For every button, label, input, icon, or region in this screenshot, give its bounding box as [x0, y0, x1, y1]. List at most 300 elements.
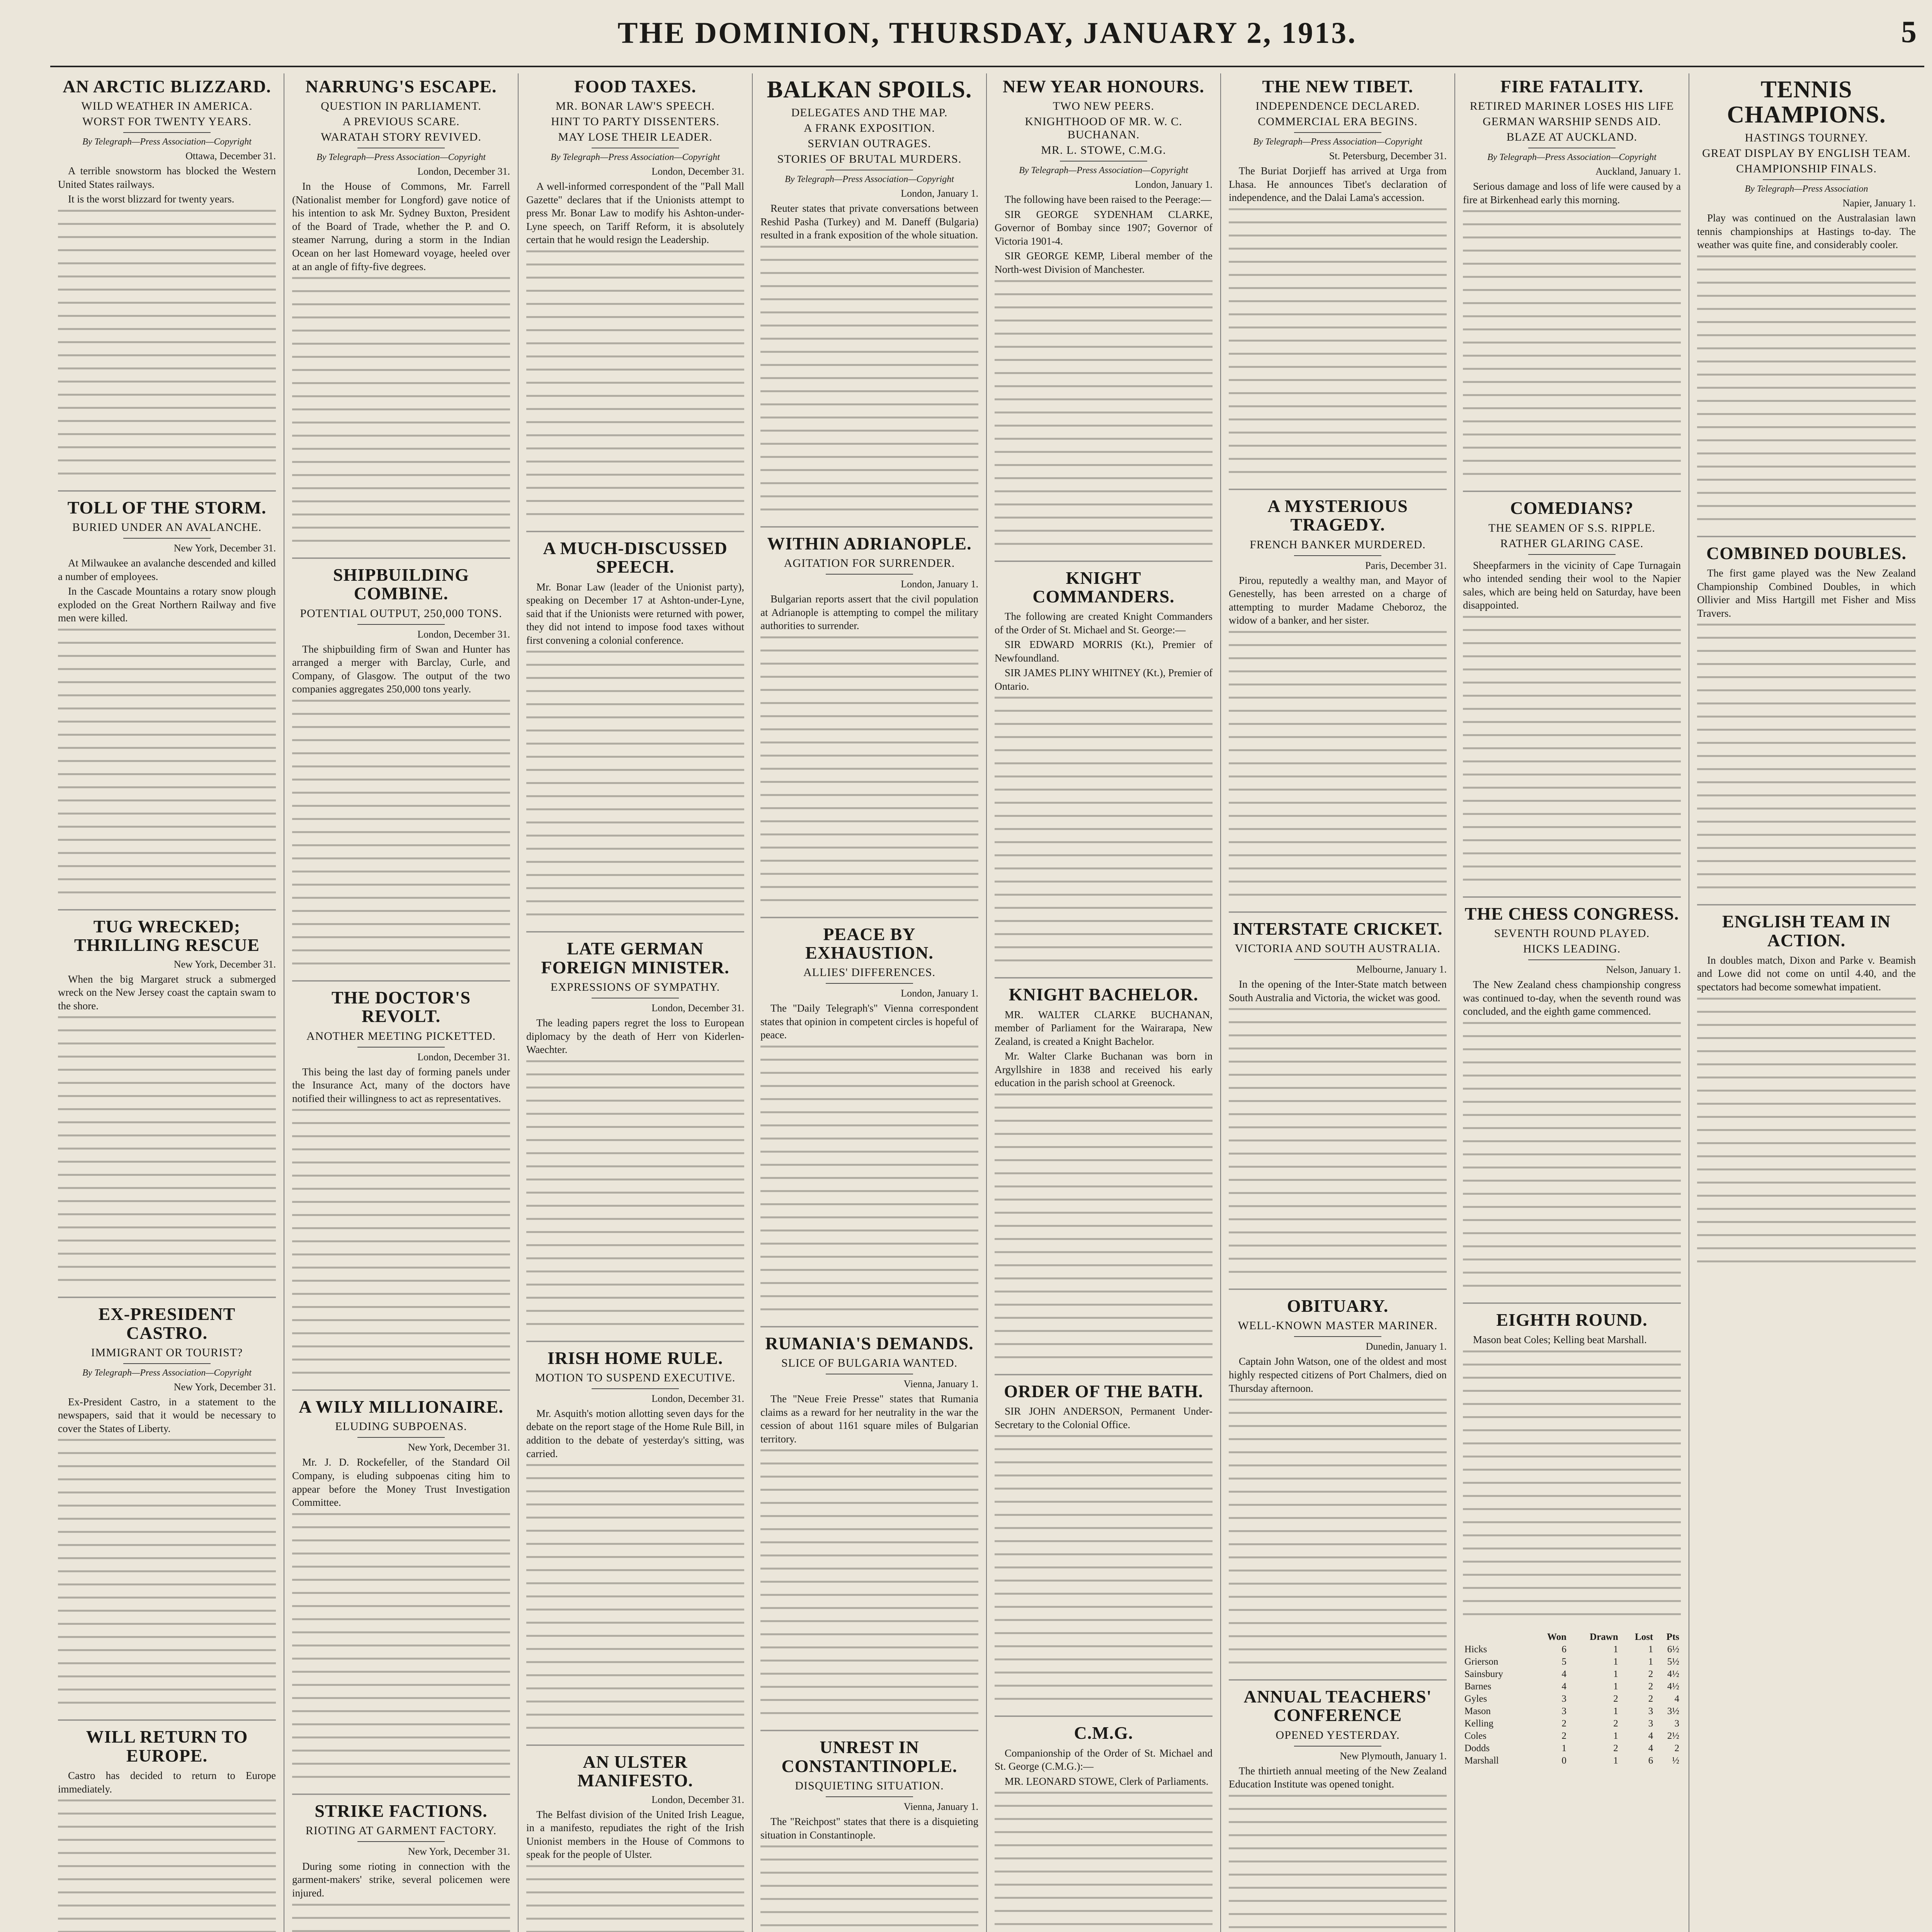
- story-paragraph: In the opening of the Inter-State match between South Australia and Victoria, the wicket was good.: [1229, 978, 1447, 1003]
- story-paragraph: The "Neue Freie Presse" states that Rumania claims as a reward for her neutrality in the war the cession of about 1161 square miles of Bulgarian territory.: [760, 1393, 978, 1445]
- story-headline: THE DOCTOR'S REVOLT.: [331, 987, 471, 1026]
- story-dateline: Napier, January 1.: [1842, 197, 1916, 209]
- story: [1697, 77, 1916, 526]
- story-subheading: BURIED UNDER AN AVALANCHE.: [72, 521, 262, 534]
- story-text-continuation: [58, 210, 276, 480]
- story: [1697, 904, 1916, 1268]
- story-paragraph: Ex-President Castro, in a statement to the newspapers, said that it would be necessary to cover the States of Liberty.: [58, 1396, 276, 1434]
- table-cell: 2: [1613, 1718, 1618, 1729]
- story-dateline: London, December 31.: [651, 166, 744, 177]
- story-dateline: Vienna, January 1.: [903, 1378, 978, 1390]
- story: [995, 1716, 1213, 1932]
- story-headline: AN ULSTER MANIFESTO.: [577, 1752, 693, 1791]
- story-text-continuation: [1697, 255, 1916, 526]
- rule-divider: [357, 624, 445, 625]
- table-header-cell: Pts: [1666, 1631, 1679, 1642]
- table-cell: 2: [1613, 1743, 1618, 1753]
- story-paragraph: The "Daily Telegraph's" Vienna correspondent states that opinion in competent circles is hopeful of peace.: [760, 1002, 978, 1041]
- story: [292, 558, 510, 970]
- story-headline: ANNUAL TEACHERS' CONFERENCE: [1243, 1687, 1432, 1725]
- table-cell: 6: [1648, 1755, 1653, 1766]
- story-text-continuation: [760, 1449, 978, 1720]
- story-paragraph: SIR JOHN ANDERSON, Permanent Under-Secretary to the Colonial Office.: [995, 1405, 1213, 1430]
- story: [58, 1719, 276, 1932]
- story-credit: By Telegraph—Press Association—Copyright: [82, 137, 252, 147]
- rule-divider: [1528, 959, 1616, 960]
- story-text-continuation: [995, 280, 1213, 551]
- story-paragraph: The following are created Knight Commanders of the Order of St. Michael and St. George:—: [995, 611, 1213, 636]
- story-headline: FIRE FATALITY.: [1500, 77, 1644, 96]
- story: [995, 77, 1213, 551]
- story-paragraph: SIR EDWARD MORRIS (Kt.), Premier of Newfoundland.: [995, 639, 1213, 664]
- column-5: [987, 73, 1221, 1932]
- story: [292, 1794, 510, 1932]
- story-paragraph: The first game played was the New Zealand Championship Combined Doubles, in which Ollivier and Miss Hartgill met Fisher and Miss Travers.: [1697, 567, 1916, 619]
- story-text-continuation: [58, 1799, 276, 1932]
- story-headline: ENGLISH TEAM IN ACTION.: [1722, 912, 1891, 950]
- story-subheading: HINT TO PARTY DISSENTERS.: [551, 115, 720, 128]
- story-credit: By Telegraph—Press Association—Copyright: [316, 152, 486, 163]
- story-paragraph: Bulgarian reports assert that the civil population at Adrianople is attempting to compel the military authorities to surrender.: [760, 593, 978, 632]
- story-subheading: SERVIAN OUTRAGES.: [808, 137, 931, 150]
- story-paragraph: The thirtieth annual meeting of the New Zealand Education Institute was opened tonight.: [1229, 1765, 1447, 1790]
- story-subheading: SLICE OF BULGARIA WANTED.: [781, 1357, 958, 1370]
- table-cell: 1: [1613, 1681, 1618, 1692]
- table-cell: 2: [1648, 1693, 1653, 1704]
- story-paragraph: In the House of Commons, Mr. Farrell (Nationalist member for Longford) gave notice of his intention to ask Mr. Sydney Buxton, President of the Board of Trade, whether the P. and O. steamer Narrung, during a storm in the Indian Ocean on her last Homeward voyage, heeled over at an angle of fifty-five degrees.: [292, 180, 510, 272]
- story-paragraph: The shipbuilding firm of Swan and Hunter has arranged a merger with Barclay, Curle, and Company, of Glasgow. The output of the two companies aggregates 250,000 tons yearly.: [292, 643, 510, 695]
- story-paragraph: The Buriat Dorjieff has arrived at Urga from Lhasa. He announces Tibet's declaration of independence, and the Dalai Lama's accession.: [1229, 165, 1447, 204]
- story: [1229, 489, 1447, 901]
- story: [1463, 491, 1681, 886]
- story-paragraph: It is the worst blizzard for twenty years.: [68, 193, 235, 205]
- table-cell: 4½: [1667, 1681, 1679, 1692]
- story: [1463, 896, 1681, 1293]
- story-text-continuation: [292, 700, 510, 970]
- story-text-continuation: [526, 250, 744, 521]
- story-text-continuation: [1697, 998, 1916, 1268]
- story-paragraph: Mr. Bonar Law (leader of the Unionist party), speaking on December 17 at Ashton-under-Lyne, said that if the Unionists were returned with power, they did not intend to impose food taxes without first convening a colonial conference.: [526, 581, 744, 646]
- story-text-continuation: [526, 1464, 744, 1735]
- story-subheading: DELEGATES AND THE MAP.: [791, 106, 948, 119]
- table-row: [1463, 1693, 1681, 1705]
- table-cell: 3: [1561, 1693, 1567, 1704]
- story: [760, 526, 978, 907]
- table-cell: Grierson: [1464, 1656, 1498, 1667]
- story-headline: WILL RETURN TO EUROPE.: [86, 1727, 248, 1765]
- story-subheading: A FRANK EXPOSITION.: [804, 122, 935, 135]
- table-row: [1463, 1705, 1681, 1718]
- story-paragraph: Castro has decided to return to Europe immediately.: [58, 1770, 276, 1795]
- story-text-continuation: [1229, 1795, 1447, 1932]
- story-paragraph: Companionship of the Order of St. Michael and St. George (C.M.G.):—: [995, 1747, 1213, 1772]
- table-cell: Marshall: [1464, 1755, 1499, 1766]
- column-3: [519, 73, 753, 1932]
- story-paragraph: Reuter states that private conversations between Reshid Pasha (Turkey) and M. Daneff (Bulgaria) resulted in a frank exposition of the whole situation.: [760, 202, 978, 241]
- story: [526, 531, 744, 921]
- story-text-continuation: [995, 1435, 1213, 1706]
- story-dateline: Melbourne, January 1.: [1356, 964, 1447, 975]
- story-text-continuation: [760, 1845, 978, 1932]
- story-headline: TUG WRECKED; THRILLING RESCUE: [74, 916, 260, 955]
- story-paragraph: Serious damage and loss of life were caused by a fire at Birkenhead early this morning.: [1463, 180, 1681, 206]
- story-subheading: ANOTHER MEETING PICKETTED.: [306, 1029, 496, 1043]
- table-cell: 1: [1561, 1743, 1567, 1753]
- story-paragraph: At Milwaukee an avalanche descended and killed a number of employees.: [58, 557, 276, 582]
- story-text-continuation: [1463, 210, 1681, 481]
- story-credit: By Telegraph—Press Association: [1745, 184, 1868, 194]
- table-cell: 1: [1613, 1644, 1618, 1655]
- story-headline: FOOD TAXES.: [574, 77, 697, 96]
- table-header-cell: [1463, 1631, 1531, 1643]
- column-8: [1689, 73, 1923, 1932]
- story-headline: PEACE BY EXHAUSTION.: [805, 924, 934, 963]
- story-subheading: IMMIGRANT OR TOURIST?: [91, 1346, 243, 1359]
- table-cell: Coles: [1464, 1730, 1486, 1741]
- story: [58, 77, 276, 480]
- story-subheading: RIOTING AT GARMENT FACTORY.: [305, 1824, 497, 1837]
- story-subheading: TWO NEW PEERS.: [1053, 100, 1155, 113]
- story-subheading: ELUDING SUBPOENAS.: [335, 1420, 467, 1433]
- story-headline: EX-PRESIDENT CASTRO.: [98, 1304, 236, 1343]
- story-dateline: London, December 31.: [651, 1794, 744, 1805]
- story-headline: INTERSTATE CRICKET.: [1233, 918, 1443, 939]
- story-dateline: Auckland, January 1.: [1595, 166, 1681, 177]
- story-headline: THE CHESS CONGRESS.: [1464, 903, 1679, 923]
- story-dateline: New York, December 31.: [173, 1381, 276, 1393]
- table-cell: 4: [1648, 1743, 1653, 1753]
- story: [58, 490, 276, 899]
- story: [760, 1730, 978, 1932]
- table-cell: ½: [1672, 1755, 1679, 1766]
- rule-divider: [1763, 179, 1850, 180]
- table-cell: 2: [1613, 1693, 1618, 1704]
- table-cell: 2: [1648, 1668, 1653, 1679]
- story: [760, 917, 978, 1316]
- story-subheading: RATHER GLARING CASE.: [1500, 537, 1644, 550]
- table-cell: Dodds: [1464, 1743, 1490, 1753]
- story-dateline: New Plymouth, January 1.: [1340, 1750, 1447, 1762]
- table-cell: 1: [1648, 1644, 1653, 1655]
- rule-divider: [826, 983, 913, 984]
- rule-divider: [123, 1363, 211, 1364]
- story-headline: AN ARCTIC BLIZZARD.: [63, 77, 271, 96]
- story-text-continuation: [1463, 1350, 1681, 1621]
- column-6: [1221, 73, 1455, 1932]
- table-cell: Barnes: [1464, 1681, 1492, 1692]
- story-paragraph: This being the last day of forming panels under the Insurance Act, many of the doctors have notified their willingness to act as representatives.: [292, 1066, 510, 1104]
- story-subheading: GERMAN WARSHIP SENDS AID.: [1483, 115, 1661, 128]
- story-subheading: WORST FOR TWENTY YEARS.: [82, 115, 252, 128]
- story-subheading: MR. BONAR LAW'S SPEECH.: [556, 100, 715, 113]
- story-text-continuation: [760, 1046, 978, 1316]
- story-text-continuation: [292, 1109, 510, 1379]
- story: [995, 561, 1213, 968]
- story-paragraph: Captain John Watson, one of the oldest and most highly respected citizens of Port Chalmers, died on Thursday afternoon.: [1229, 1355, 1447, 1394]
- table-row: [1463, 1730, 1681, 1742]
- story-headline: ORDER OF THE BATH.: [1004, 1381, 1203, 1401]
- story-text-continuation: [58, 1439, 276, 1709]
- story: [1229, 77, 1447, 479]
- story-dateline: London, December 31.: [417, 1051, 510, 1063]
- story-paragraph: In the Cascade Mountains a rotary snow plough exploded on the Great Northern Railway and five men were killed.: [58, 585, 276, 624]
- story-paragraph: During some rioting in connection with the garment-makers' strike, several policemen were injured.: [292, 1860, 510, 1899]
- story-headline: NARRUNG'S ESCAPE.: [305, 77, 497, 96]
- story-dateline: St. Petersburg, December 31.: [1329, 150, 1447, 162]
- story-paragraph: MR. WALTER CLARKE BUCHANAN, member of Parliament for the Wairarapa, New Zealand, is created a Knight Bachelor.: [995, 1009, 1213, 1047]
- story-headline: SHIPBUILDING COMBINE.: [333, 565, 469, 604]
- table-cell: 0: [1561, 1755, 1567, 1766]
- table-cell: 1: [1613, 1755, 1618, 1766]
- table-cell: 3½: [1667, 1706, 1679, 1716]
- story-credit: By Telegraph—Press Association—Copyright: [82, 1367, 252, 1378]
- story-credit: By Telegraph—Press Association—Copyright: [785, 174, 954, 185]
- story-text-continuation: [526, 1060, 744, 1331]
- story-subheading: HASTINGS TOURNEY.: [1745, 131, 1868, 145]
- story-subheading: OPENED YESTERDAY.: [1276, 1728, 1400, 1742]
- rule-divider: [1294, 959, 1381, 960]
- story-headline: NEW YEAR HONOURS.: [1003, 77, 1204, 96]
- story-subheading: INDEPENDENCE DECLARED.: [1255, 100, 1420, 113]
- story-headline: IRISH HOME RULE.: [547, 1348, 723, 1368]
- story-paragraph: SIR GEORGE KEMP, Liberal member of the North-west Division of Manchester.: [995, 250, 1213, 276]
- story-subheading: GREAT DISPLAY BY ENGLISH TEAM.: [1702, 147, 1911, 160]
- story: [58, 1297, 276, 1709]
- story-credit: By Telegraph—Press Association—Copyright: [551, 152, 720, 163]
- story-subheading: POTENTIAL OUTPUT, 250,000 TONS.: [300, 607, 502, 620]
- story-headline: C.M.G.: [1074, 1723, 1133, 1743]
- story: [1229, 1679, 1447, 1932]
- story-text-continuation: [1463, 616, 1681, 886]
- table-cell: 2½: [1667, 1730, 1679, 1741]
- story-subheading: EXPRESSIONS OF SYMPATHY.: [550, 980, 720, 993]
- story: [1697, 536, 1916, 894]
- table-header-cell: Drawn: [1590, 1631, 1618, 1642]
- rule-divider: [123, 538, 211, 539]
- story: [526, 1745, 744, 1932]
- story-paragraph: The leading papers regret the loss to European diplomacy by the death of Herr von Kiderlen-Waechter.: [526, 1017, 744, 1056]
- newspaper-page: [50, 73, 1924, 1932]
- story-subheading: WELL-KNOWN MASTER MARINER.: [1238, 1319, 1438, 1332]
- rule-divider: [826, 574, 913, 575]
- rule-divider: [1294, 1746, 1381, 1747]
- story-text-continuation: [995, 697, 1213, 967]
- story-subheading: AGITATION FOR SURRENDER.: [784, 557, 955, 570]
- story-headline: EIGHTH ROUND.: [1496, 1310, 1648, 1330]
- table-cell: 3: [1648, 1706, 1653, 1716]
- story-dateline: London, December 31.: [651, 1393, 744, 1404]
- story-paragraph: Mr. J. D. Rockefeller, of the Standard Oil Company, is eluding subpoenas citing him to appear before the Money Trust Investigation Committee.: [292, 1456, 510, 1509]
- table-cell: 1: [1613, 1668, 1618, 1679]
- table-row: [1463, 1718, 1681, 1730]
- table-cell: Kelling: [1464, 1718, 1493, 1729]
- story-headline: LATE GERMAN FOREIGN MINISTER.: [541, 939, 730, 977]
- story-dateline: Vienna, January 1.: [903, 1801, 978, 1812]
- story-headline: WITHIN ADRIANOPLE.: [767, 533, 972, 553]
- story-subheading: FRENCH BANKER MURDERED.: [1250, 538, 1426, 551]
- table-cell: 4: [1674, 1693, 1679, 1704]
- story-subheading: CHAMPIONSHIP FINALS.: [1736, 162, 1877, 175]
- story-credit: By Telegraph—Press Association—Copyright: [1253, 137, 1422, 147]
- story-dateline: London, January 1.: [901, 988, 978, 999]
- table-cell: Mason: [1464, 1706, 1491, 1716]
- story: [1229, 912, 1447, 1279]
- table-cell: 1: [1613, 1730, 1618, 1741]
- story-headline: TOLL OF THE STORM.: [67, 497, 267, 517]
- table-row: [1463, 1656, 1681, 1668]
- table-cell: 2: [1561, 1718, 1567, 1729]
- story-headline: A WILY MILLIONAIRE.: [299, 1397, 503, 1417]
- story-headline: COMBINED DOUBLES.: [1706, 543, 1906, 563]
- story: [292, 77, 510, 548]
- rule-divider: [1294, 555, 1381, 556]
- story-subheading: A PREVIOUS SCARE.: [342, 115, 460, 128]
- story: [292, 1389, 510, 1783]
- table-cell: 3: [1648, 1718, 1653, 1729]
- story-text-continuation: [1697, 624, 1916, 894]
- column-2: [284, 73, 519, 1932]
- story-dateline: Paris, December 31.: [1365, 560, 1447, 571]
- story-subheading: THE SEAMEN OF S.S. RIPPLE.: [1488, 521, 1655, 534]
- story-headline: KNIGHT COMMANDERS.: [1032, 568, 1175, 606]
- story-subheading: MAY LOSE THEIR LEADER.: [558, 131, 713, 144]
- table-cell: 1: [1613, 1656, 1618, 1667]
- story-subheading: VICTORIA AND SOUTH AUSTRALIA.: [1235, 942, 1440, 955]
- story-headline: OBITUARY.: [1287, 1296, 1389, 1316]
- story-subheading: SEVENTH ROUND PLAYED.: [1494, 927, 1650, 940]
- table-cell: 1: [1648, 1656, 1653, 1667]
- story: [995, 1374, 1213, 1706]
- rule-divider: [826, 1796, 913, 1797]
- story: [526, 931, 744, 1330]
- table-cell: 5: [1561, 1656, 1567, 1667]
- table-cell: 4½: [1667, 1668, 1679, 1679]
- story-dateline: New York, December 31.: [408, 1845, 510, 1857]
- story-dateline: London, January 1.: [901, 578, 978, 590]
- table-cell: 4: [1561, 1668, 1567, 1679]
- story-subheading: ALLIES' DIFFERENCES.: [803, 966, 936, 979]
- story-headline: A MUCH-DISCUSSED SPEECH.: [543, 538, 728, 577]
- story-subheading: DISQUIETING SITUATION.: [795, 1779, 944, 1792]
- story-headline: BALKAN SPOILS.: [767, 77, 972, 103]
- story-paragraph: In doubles match, Dixon and Parke v. Beamish and Lowe did not come on until 4.40, and the spectators had become somewhat impatient.: [1697, 954, 1916, 993]
- story: [58, 909, 276, 1287]
- story-text-continuation: [1463, 1022, 1681, 1293]
- story-subheading: QUESTION IN PARLIAMENT.: [321, 100, 481, 113]
- story-credit: By Telegraph—Press Association—Copyright: [1019, 165, 1188, 176]
- story: [760, 1326, 978, 1720]
- story-text-continuation: [292, 277, 510, 548]
- table-cell: 3: [1674, 1718, 1679, 1729]
- story-paragraph: Pirou, reputedly a wealthy man, and Mayor of Genestelly, has been arrested on a charge of attempting to murder Madame Cheboroz, the widow of a banker, and her sister.: [1229, 574, 1447, 626]
- story-subheading: KNIGHTHOOD OF MR. W. C. BUCHANAN.: [1025, 115, 1182, 141]
- story-paragraph: Mr. Walter Clarke Buchanan was born in Argyllshire in 1838 and received his early education in the parish school at Greenock.: [995, 1050, 1213, 1089]
- masthead: [50, 8, 1924, 67]
- story: [292, 980, 510, 1379]
- story-dateline: New York, December 31.: [408, 1442, 510, 1453]
- story-dateline: London, January 1.: [1135, 179, 1213, 190]
- table-cell: 4: [1561, 1681, 1567, 1692]
- rule-divider: [357, 1841, 445, 1842]
- story-paragraph: A well-informed correspondent of the "Pall Mall Gazette" declares that if the Unionists attempt to press Mr. Bonar Law to modify his Ashton-under-Lyne speech, on Tariff Reform, it is absolutely certain that he would resign the Leadership.: [526, 180, 744, 246]
- table-cell: 5½: [1667, 1656, 1679, 1667]
- table-cell: Hicks: [1464, 1644, 1487, 1655]
- story-dateline: Dunedin, January 1.: [1366, 1341, 1447, 1352]
- story-subheading: HICKS LEADING.: [1523, 942, 1621, 956]
- story-paragraph: MR. LEONARD STOWE, Clerk of Parliaments.: [1005, 1775, 1209, 1787]
- story-paragraph: The New Zealand chess championship congress was continued to-day, when the seventh round was concluded, and the eighth game commenced.: [1463, 979, 1681, 1017]
- rule-divider: [123, 132, 211, 133]
- story-paragraph: A terrible snowstorm has blocked the Western United States railways.: [58, 165, 276, 190]
- story-headline: STRIKE FACTIONS.: [315, 1801, 488, 1821]
- story-headline: THE NEW TIBET.: [1262, 77, 1413, 96]
- column-7: [1455, 73, 1689, 1932]
- rule-divider: [1528, 554, 1616, 555]
- story-subheading: BLAZE AT AUCKLAND.: [1506, 131, 1638, 144]
- story-dateline: London, January 1.: [901, 188, 978, 199]
- newspaper-title: THE DOMINION, THURSDAY, JANUARY 2, 1913.: [617, 16, 1357, 49]
- story-text-continuation: [1229, 631, 1447, 901]
- column-4: [753, 73, 987, 1932]
- story-text-continuation: [1229, 1008, 1447, 1279]
- story-paragraph: The Belfast division of the United Irish League, in a manifesto, repudiates the right of the Irish Unionist members in the House of Commons to speak for the people of Ulster.: [526, 1808, 744, 1861]
- story-text-continuation: [760, 636, 978, 907]
- story-dateline: London, December 31.: [651, 1002, 744, 1014]
- story: [995, 977, 1213, 1364]
- table-cell: 2: [1674, 1743, 1679, 1753]
- rule-divider: [1294, 132, 1381, 133]
- story-dateline: Nelson, January 1.: [1606, 964, 1681, 976]
- table-cell: 3: [1561, 1706, 1567, 1716]
- story-text-continuation: [995, 1094, 1213, 1364]
- table-cell: 6: [1561, 1644, 1567, 1655]
- story: [1463, 1303, 1681, 1621]
- column-1: [50, 73, 284, 1932]
- table-cell: 2: [1561, 1730, 1567, 1741]
- table-header-cell: Lost: [1635, 1631, 1653, 1642]
- table-row: [1463, 1755, 1681, 1767]
- story-dateline: New York, December 31.: [173, 543, 276, 554]
- table-header-cell: Won: [1547, 1631, 1567, 1642]
- story-subheading: COMMERCIAL ERA BEGINS.: [1258, 115, 1418, 128]
- rule-divider: [357, 1047, 445, 1048]
- story-subheading: WARATAH STORY REVIVED.: [321, 131, 481, 144]
- table-cell: Gyles: [1464, 1693, 1487, 1704]
- story-headline: TENNIS CHAMPIONS.: [1727, 77, 1886, 128]
- story-dateline: London, December 31.: [417, 628, 510, 640]
- table-cell: 1: [1613, 1706, 1618, 1716]
- story-headline: UNREST IN CONSTANTINOPLE.: [781, 1737, 957, 1776]
- story-text-continuation: [760, 246, 978, 516]
- table-header-row: [1463, 1631, 1681, 1643]
- story-subheading: MR. L. STOWE, C.M.G.: [1041, 144, 1166, 157]
- rule-divider: [1060, 161, 1147, 162]
- story-headline: A MYSTERIOUS TRAGEDY.: [1267, 496, 1408, 535]
- table-cell: Sainsbury: [1464, 1668, 1503, 1679]
- story-subheading: WILD WEATHER IN AMERICA.: [81, 100, 253, 113]
- story-paragraph: The "Reichpost" states that there is a disquieting situation in Constantinople.: [760, 1815, 978, 1841]
- story-text-continuation: [1229, 208, 1447, 479]
- story-headline: RUMANIA'S DEMANDS.: [765, 1333, 974, 1353]
- story-paragraph: Sheepfarmers in the vicinity of Cape Turnagain who intended sending their wool to the Napier sales, which are being held on Saturday, have been disappointed.: [1463, 559, 1681, 611]
- table-cell: 2: [1648, 1681, 1653, 1692]
- table-cell: 4: [1648, 1730, 1653, 1741]
- rule-divider: [592, 1388, 679, 1389]
- story-text-continuation: [995, 1792, 1213, 1932]
- story-text-continuation: [292, 1904, 510, 1932]
- story-subheading: MOTION TO SUSPEND EXECUTIVE.: [535, 1371, 736, 1384]
- story-subheading: STORIES OF BRUTAL MURDERS.: [777, 153, 962, 166]
